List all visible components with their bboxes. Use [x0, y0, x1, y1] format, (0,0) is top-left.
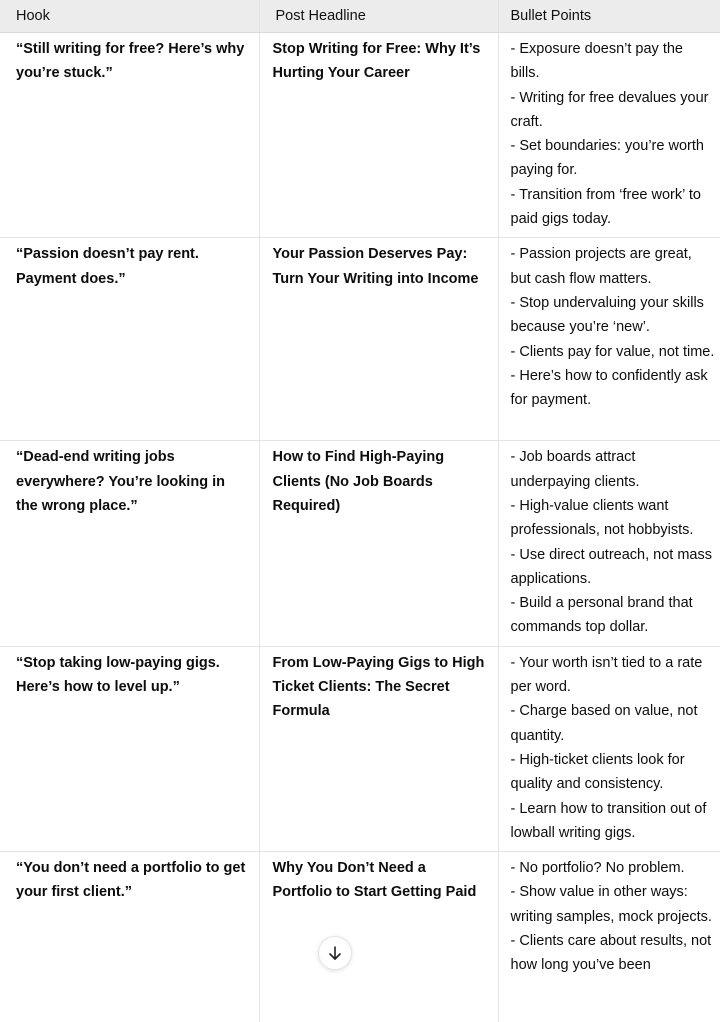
table-header — [0, 0, 720, 33]
hook-cell: “You don’t need a portfolio to get your first client.” — [0, 852, 259, 1022]
bullet-points-cell — [498, 238, 720, 441]
table-row — [0, 33, 720, 238]
bullet-point: - Stop undervaluing your skills because you’re ‘new’. — [511, 291, 715, 340]
bullet-point: - Transition from ‘free work’ to paid gigs today. — [511, 183, 715, 232]
hook-cell: “Dead-end writing jobs everywhere? You’re looking in the wrong place.” — [0, 441, 259, 646]
bullet-point: - No portfolio? No problem. — [511, 856, 715, 880]
bullet-points-cell — [498, 441, 720, 646]
headline-cell: Your Passion Deserves Pay: Turn Your Writing into Income — [259, 238, 498, 441]
table-row — [0, 852, 720, 1022]
headline-cell: Why You Don’t Need a Portfolio to Start Getting Paid — [259, 852, 498, 1022]
bullet-point: - Show value in other ways: writing samples, mock projects. — [511, 880, 715, 929]
bullet-points-cell — [498, 33, 720, 238]
bullet-point: - Use direct outreach, not mass applications. — [511, 543, 715, 592]
hook-cell: “Still writing for free? Here’s why you’re stuck.” — [0, 33, 259, 238]
bullet-point: - Clients care about results, not how long you’ve been — [511, 929, 715, 978]
column-header-bullet-points: Bullet Points — [498, 0, 720, 33]
headline-cell: From Low-Paying Gigs to High Ticket Clients: The Secret Formula — [259, 646, 498, 851]
table-body — [0, 33, 720, 1022]
bullet-point: - High-value clients want professionals, not hobbyists. — [511, 494, 715, 543]
bullet-point: - Writing for free devalues your craft. — [511, 86, 715, 135]
arrow-down-icon — [328, 945, 342, 961]
bullet-point: - Clients pay for value, not time. — [511, 340, 715, 364]
hook-cell: “Stop taking low-paying gigs. Here’s how to level up.” — [0, 646, 259, 851]
bullet-point: - Build a personal brand that commands top dollar. — [511, 591, 715, 640]
bullet-point: - Passion projects are great, but cash flow matters. — [511, 242, 715, 291]
bullet-point: - Here’s how to confidently ask for payment. — [511, 364, 715, 413]
headline-cell: Stop Writing for Free: Why It’s Hurting Your Career — [259, 33, 498, 238]
bullet-point: - High-ticket clients look for quality and consistency. — [511, 748, 715, 797]
bullet-point: - Exposure doesn’t pay the bills. — [511, 37, 715, 86]
bullet-points-cell — [498, 646, 720, 851]
column-header-hook: Hook — [0, 0, 259, 33]
bullet-point: - Set boundaries: you’re worth paying for. — [511, 134, 715, 183]
bullet-points-cell — [498, 852, 720, 1022]
table-row — [0, 441, 720, 646]
bullet-point: - Job boards attract underpaying clients. — [511, 445, 715, 494]
hook-cell: “Passion doesn’t pay rent. Payment does.” — [0, 238, 259, 441]
table-row — [0, 238, 720, 441]
scroll-to-bottom-button[interactable] — [318, 936, 352, 970]
bullet-point: - Your worth isn’t tied to a rate per word. — [511, 651, 715, 700]
bullet-point: - Charge based on value, not quantity. — [511, 699, 715, 748]
column-header-post-headline: Post Headline — [259, 0, 498, 33]
table-row — [0, 646, 720, 851]
headline-cell: How to Find High-Paying Clients (No Job Boards Required) — [259, 441, 498, 646]
table-header-row — [0, 0, 720, 33]
bullet-point: - Learn how to transition out of lowball writing gigs. — [511, 797, 715, 846]
